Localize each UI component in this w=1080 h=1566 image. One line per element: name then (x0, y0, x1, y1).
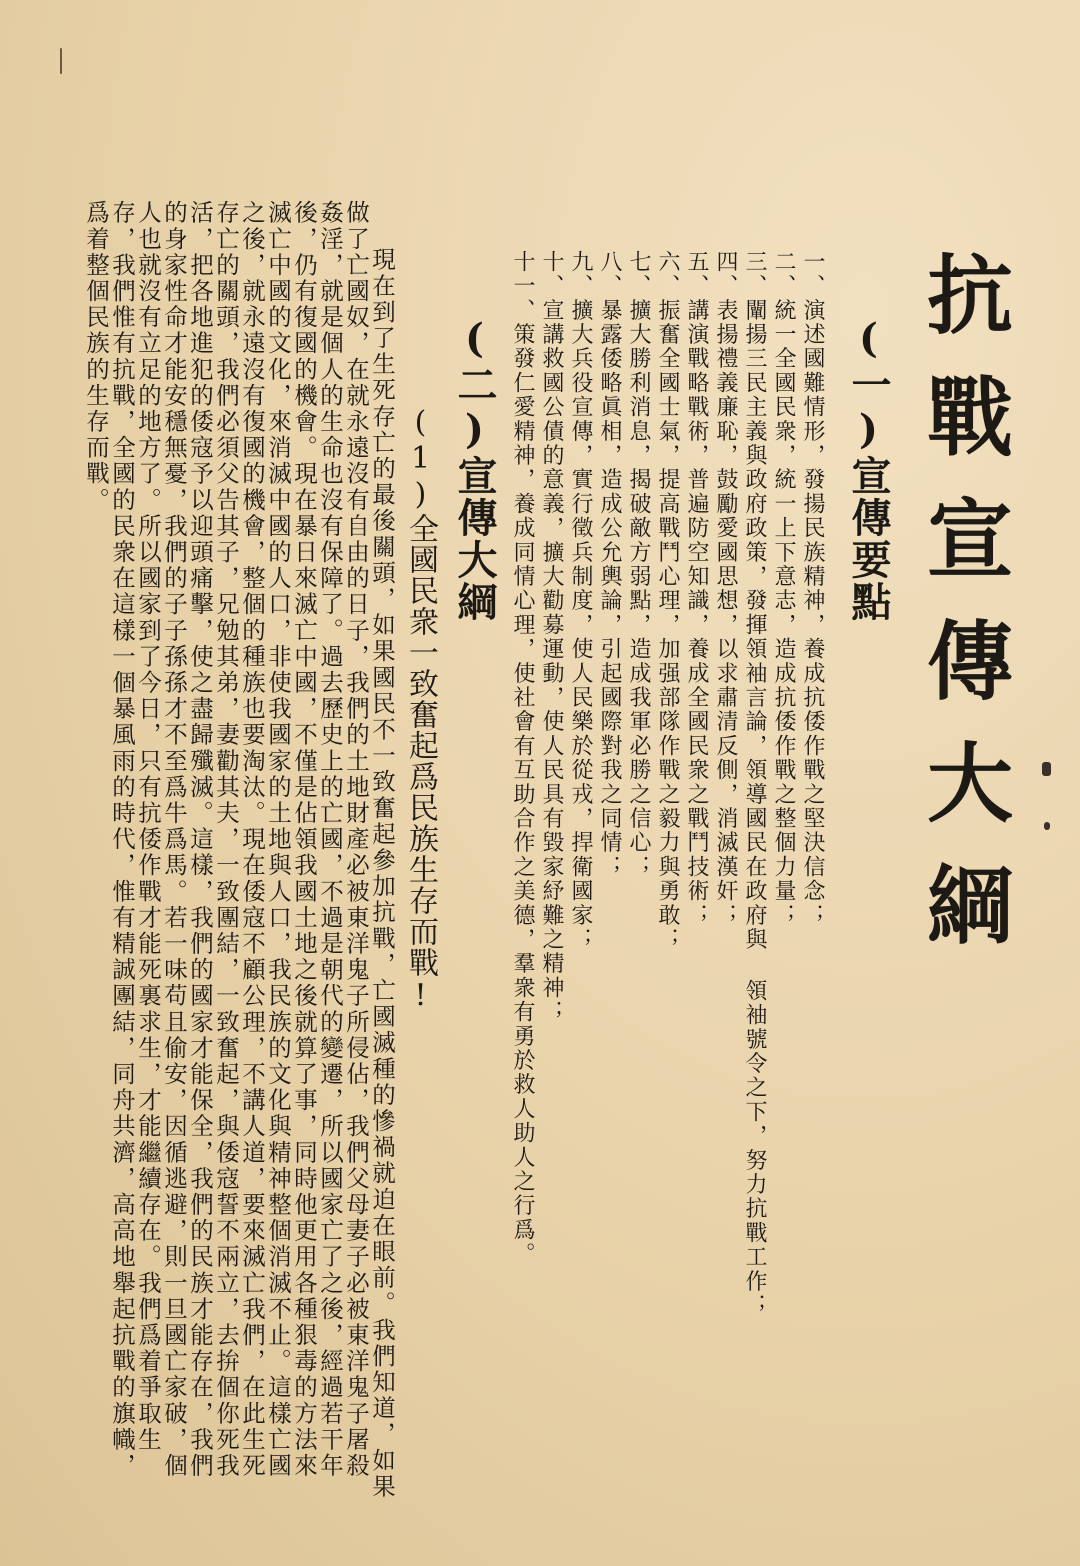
list-item: 九、擴大兵役宣傳，實行徵兵制度，使人民樂於從戎，捍衛國家； (568, 250, 593, 952)
list-item: 三、闡揚三民主義與政府政策，發揮領袖言論，領導國民在政府與 領袖號令之下，努力抗戰工作； (742, 250, 767, 1318)
list-item: 七、擴大勝利消息，揭破敵方弱點，造成我軍必勝之信心； (626, 250, 651, 880)
ink-spot (1042, 762, 1051, 776)
list-item: 一、演述國難情形，發揚民族精神，養成抗倭作戰之堅決信念； (800, 250, 825, 928)
pencil-mark (60, 48, 62, 74)
list-item: 八、暴露倭略眞相，造成公允輿論，引起國際對我之同情； (597, 250, 622, 880)
list-item: 五、講演戰略戰術，普遍防空知識，養成全國民衆之戰鬥技術； (684, 250, 709, 928)
section-2-heading: (二)宣傳大綱 (451, 315, 498, 623)
ink-spot (1044, 822, 1050, 830)
body-paragraph: 現在到了生死存亡的最後關頭，如果國民不一致奮起參加抗戰，亡國滅種的慘禍就迫在眼前。我們知道，如果做了亡國奴，在就永遠沒有自由的日子，我們的土地財產必被東洋鬼子所侵佔，我們父母妻子必被東洋鬼子屠殺姦淫，就是個人的生命也沒有保障了。過去歷史上的亡國，不過是朝代的變遷，所以國家亡了之後，經過若干年後，仍有復國的機會。現在暴日來滅亡中國，不僅是佔領我國土地之後就算了事，同時他更用各種狠毒的方法來滅亡中國的文化，來消滅中國的人口，非使我國家的土地與人口，我民族的文化與精神整個消滅不止。這樣亡國之後，就永遠沒有復國的機會，整個的種族也要淘汰。現在倭寇不顧公理，不講人道，要來滅亡我們，在此生死存亡的關頭，我們必須父告其子，兄勉其弟，妻勸其夫，一致團結，一致奮起，與倭寇誓不兩立，去拚個你死我活，把各地進犯的倭寇予以迎頭痛擊，使之盡歸殲滅。這樣，我們的國家才能保全，我們的民族才能存在，我們的身家性命才能安穩無憂，我們的子子孫孫才不至爲牛爲馬。若一味苟且偷安，因循逃避，則一旦國亡家破，個人也就沒有立足的地方了。所以國家到了今日，只有抗倭作戰才能死裏求生，才能繼續存在。我們爲着爭取生存，我們惟有抗戰，全國的民衆在這樣一個暴風雨的時代，惟有精誠團結，同舟共濟，高高地舉起抗戰的旗幟，爲着整個民族的生存而戰。 (82, 200, 396, 1500)
list-item: 六、振奮全國士氣，提高戰鬥心理，加强部隊作戰之毅力與勇敢； (655, 250, 680, 952)
section-1-heading: (一)宣傳要點 (845, 315, 892, 623)
page-title: 抗戰宣傳大綱 (912, 250, 1013, 982)
list-item: 十、宣講救國公債的意義，擴大勸募運動，使人民具有毀家紓難之精神； (539, 250, 564, 1025)
list-item: 四、表揚禮義廉恥，鼓勵愛國思想，以求肅清反側，消滅漢奸； (713, 250, 738, 928)
list-item: 十一、策發仁愛精神，養成同情心理，使社會有互助合作之美德，羣衆有勇於救人助人之行爲。 (510, 250, 535, 1267)
list-item: 二、統一全國民衆，統一上下意志，造成抗倭作戰之整個力量； (771, 250, 796, 928)
section-2-subheading: (1)全國民衆一致奮起爲民族生存而戰! (403, 405, 438, 1014)
propaganda-points-list (510, 250, 827, 1360)
